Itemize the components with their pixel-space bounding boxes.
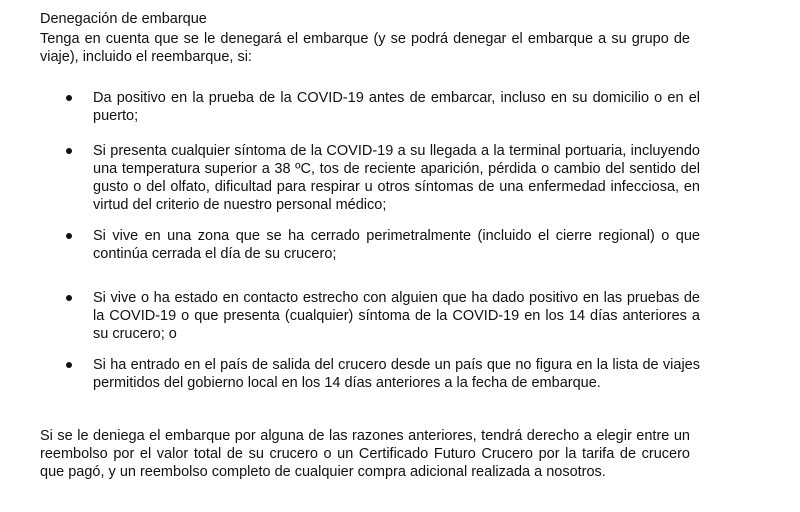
bullet-icon — [66, 95, 72, 101]
list-item-text: Da positivo en la prueba de la COVID-19 antes de embarcar, incluso en su domicilio o en el puerto; — [93, 90, 700, 124]
list-item-text: Si vive o ha estado en contacto estrecho con alguien que ha dado positivo en las pruebas de la COVID-19 o que presenta (cualquier) síntoma de la COVID-19 en los 14 días anteriores a su crucero; o — [93, 290, 700, 342]
list-item-text: Si ha entrado en el país de salida del crucero desde un país que no figura en la lista de viajes permitidos del gobierno local en los 14 días anteriores a la fecha de embarque. — [93, 357, 700, 391]
bullet-icon — [66, 233, 72, 239]
intro-paragraph: Tenga en cuenta que se le denegará el embarque (y se podrá denegar el embarque a su grupo de viaje), incluido el reembarque, si: — [40, 31, 690, 65]
bullet-icon — [66, 362, 72, 368]
bullet-icon — [66, 148, 72, 154]
list-item-text: Si presenta cualquier síntoma de la COVID-19 a su llegada a la terminal portuaria, incluyendo una temperatura superior a 38 ºC, tos de reciente aparición, pérdida o cambio del sentido del gusto o del olfato, dificultad para respirar u otros síntomas de una enfermedad infecciosa, en virtud del criterio de nuestro personal médico; — [93, 143, 700, 213]
closing-paragraph: Si se le deniega el embarque por alguna de las razones anteriores, tendrá derecho a elegir entre un reembolso por el valor total de su crucero o un Certificado Futuro Crucero por la tarifa de crucero que pagó, y un reembolso completo de cualquier compra adicional realizada a nosotros. — [40, 428, 690, 480]
bullet-icon — [66, 295, 72, 301]
list-item-text: Si vive en una zona que se ha cerrado perimetralmente (incluido el cierre regional) o que continúa cerrada el día de su crucero; — [93, 228, 700, 262]
section-heading: Denegación de embarque — [40, 11, 207, 27]
